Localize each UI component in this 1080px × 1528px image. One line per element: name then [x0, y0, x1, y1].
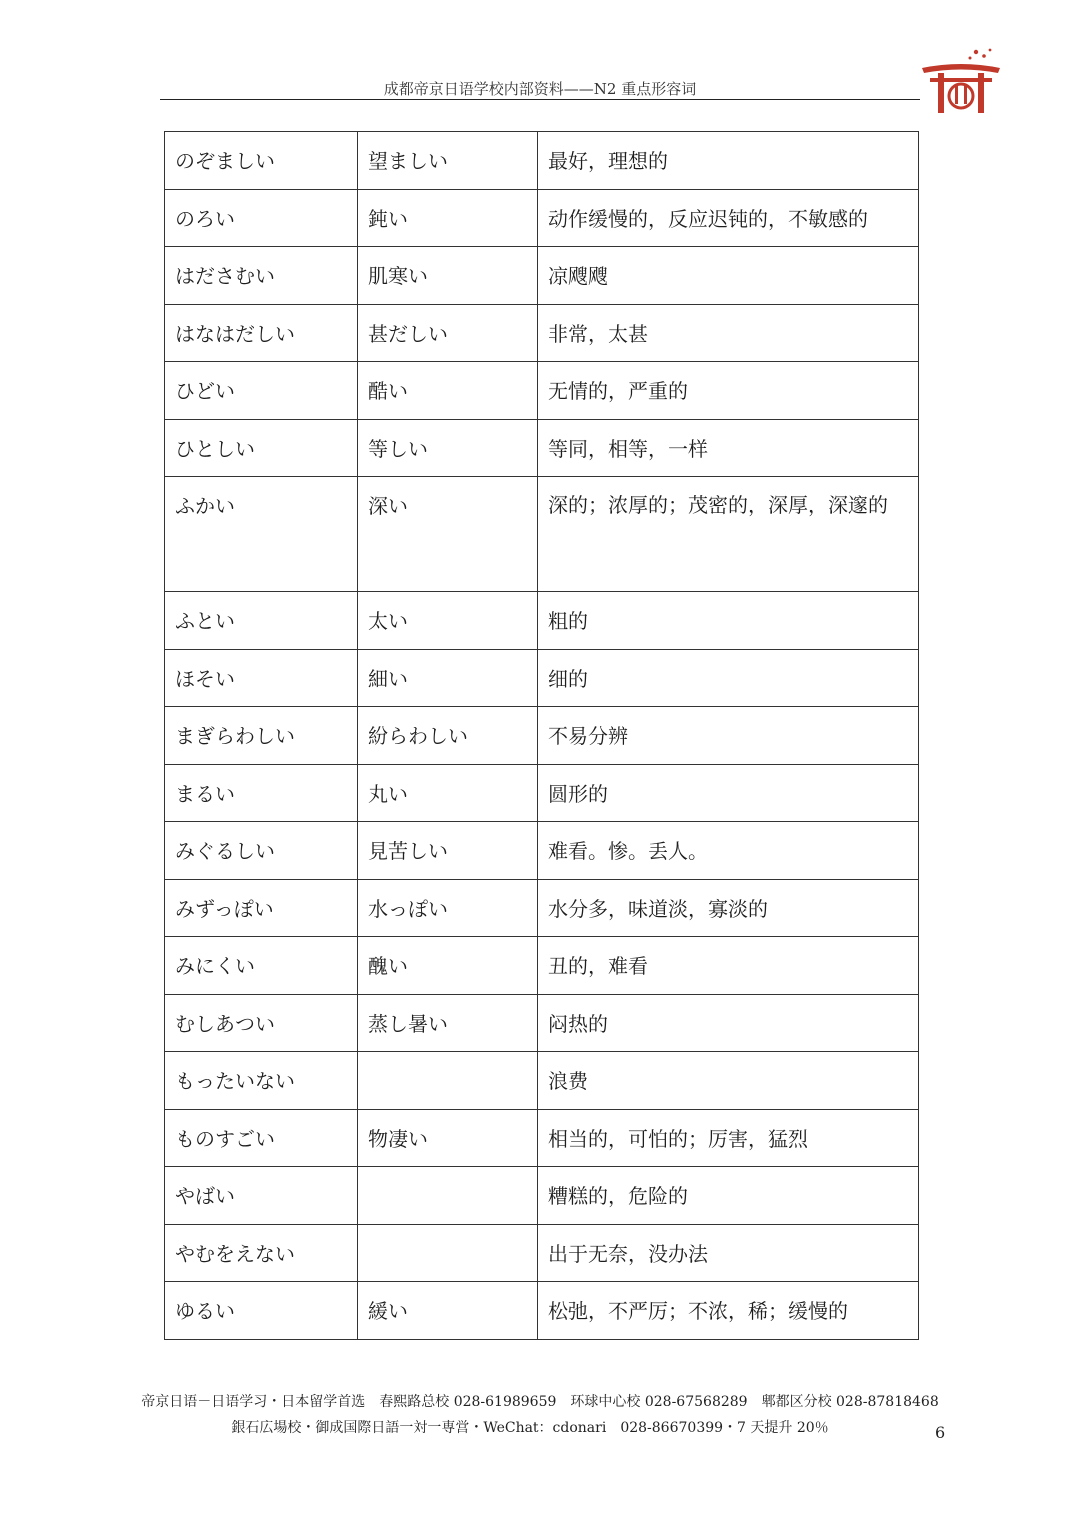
kana-cell: みずっぽい: [165, 879, 358, 937]
table-row: [165, 1282, 919, 1340]
kana-cell: はださむい: [165, 247, 358, 305]
kanji-cell: 緩い: [358, 1282, 538, 1340]
table-row: [165, 304, 919, 362]
page-header-title: 成都帝京日语学校内部资料——N2 重点形容词: [383, 80, 697, 98]
meaning-cell: 松弛，不严厉；不浓，稀；缓慢的: [538, 1282, 919, 1340]
table-row: [165, 1109, 919, 1167]
kanji-cell: 水っぽい: [358, 879, 538, 937]
kanji-cell: 等しい: [358, 419, 538, 477]
kanji-cell: 細い: [358, 649, 538, 707]
kanji-cell: 肌寒い: [358, 247, 538, 305]
meaning-cell: 不易分辨: [538, 707, 919, 765]
kana-cell: みにくい: [165, 937, 358, 995]
meaning-cell: 难看。惨。丢人。: [538, 822, 919, 880]
kanji-cell: 物凄い: [358, 1109, 538, 1167]
footer-branch-line: 銀石広場校・御成国際日語一対一専営・WeChat：cdonari 028-86670399・7 天提升 20％: [231, 1420, 829, 1436]
meaning-cell: 水分多，味道淡，寡淡的: [538, 879, 919, 937]
kana-cell: むしあつい: [165, 994, 358, 1052]
kana-cell: やばい: [165, 1167, 358, 1225]
table-row: [165, 994, 919, 1052]
kana-cell: ゆるい: [165, 1282, 358, 1340]
kanji-cell: 見苦しい: [358, 822, 538, 880]
kanji-cell: 酷い: [358, 362, 538, 420]
footer-contact-line: 帝京日语－日语学习・日本留学首选 春熙路总校 028-61989659 环球中心校 028-67568289 郫都区分校 028-87818468: [141, 1394, 939, 1410]
table-row: [165, 247, 919, 305]
kanji-cell: [358, 1224, 538, 1282]
torii-gate-icon: [918, 46, 1004, 118]
kana-cell: やむをえない: [165, 1224, 358, 1282]
table-row: [165, 822, 919, 880]
kana-cell: ひとしい: [165, 419, 358, 477]
kanji-cell: 紛らわしい: [358, 707, 538, 765]
meaning-cell: 浪费: [538, 1052, 919, 1110]
kana-cell: ひどい: [165, 362, 358, 420]
meaning-cell: 无情的，严重的: [538, 362, 919, 420]
table-row: [165, 362, 919, 420]
table-row: [165, 132, 919, 190]
kanji-cell: 蒸し暑い: [358, 994, 538, 1052]
kanji-cell: 甚だしい: [358, 304, 538, 362]
table-row: [165, 477, 919, 592]
meaning-cell: 等同，相等，一样: [538, 419, 919, 477]
kanji-cell: 望ましい: [358, 132, 538, 190]
kanji-cell: 醜い: [358, 937, 538, 995]
table-row: [165, 764, 919, 822]
kana-cell: ふかい: [165, 477, 358, 592]
kana-cell: ほそい: [165, 649, 358, 707]
kana-cell: もったいない: [165, 1052, 358, 1110]
kana-cell: みぐるしい: [165, 822, 358, 880]
kana-cell: のろい: [165, 189, 358, 247]
kana-cell: はなはだしい: [165, 304, 358, 362]
vocabulary-table: [164, 131, 919, 1340]
table-row: [165, 419, 919, 477]
table-row: [165, 707, 919, 765]
table-row: [165, 649, 919, 707]
kanji-cell: [358, 1167, 538, 1225]
kanji-cell: 丸い: [358, 764, 538, 822]
kana-cell: のぞましい: [165, 132, 358, 190]
kanji-cell: [358, 1052, 538, 1110]
table-row: [165, 879, 919, 937]
table-row: [165, 1052, 919, 1110]
meaning-cell: 丑的，难看: [538, 937, 919, 995]
table-row: [165, 1224, 919, 1282]
meaning-cell: 相当的，可怕的；厉害，猛烈: [538, 1109, 919, 1167]
meaning-cell: 深的；浓厚的；茂密的，深厚，深邃的: [538, 477, 919, 592]
table-row: [165, 592, 919, 650]
kanji-cell: 深い: [358, 477, 538, 592]
meaning-cell: 非常，太甚: [538, 304, 919, 362]
header-rule: [160, 99, 920, 100]
meaning-cell: 粗的: [538, 592, 919, 650]
meaning-cell: 凉飕飕: [538, 247, 919, 305]
meaning-cell: 糟糕的，危险的: [538, 1167, 919, 1225]
kana-cell: ふとい: [165, 592, 358, 650]
meaning-cell: 细的: [538, 649, 919, 707]
kana-cell: ものすごい: [165, 1109, 358, 1167]
table-row: [165, 937, 919, 995]
meaning-cell: 闷热的: [538, 994, 919, 1052]
page-number: 6: [935, 1423, 946, 1442]
meaning-cell: 出于无奈，没办法: [538, 1224, 919, 1282]
kana-cell: まぎらわしい: [165, 707, 358, 765]
kanji-cell: 太い: [358, 592, 538, 650]
kanji-cell: 鈍い: [358, 189, 538, 247]
table-row: [165, 189, 919, 247]
table-row: [165, 1167, 919, 1225]
meaning-cell: 最好，理想的: [538, 132, 919, 190]
meaning-cell: 动作缓慢的，反应迟钝的，不敏感的: [538, 189, 919, 247]
kana-cell: まるい: [165, 764, 358, 822]
meaning-cell: 圆形的: [538, 764, 919, 822]
